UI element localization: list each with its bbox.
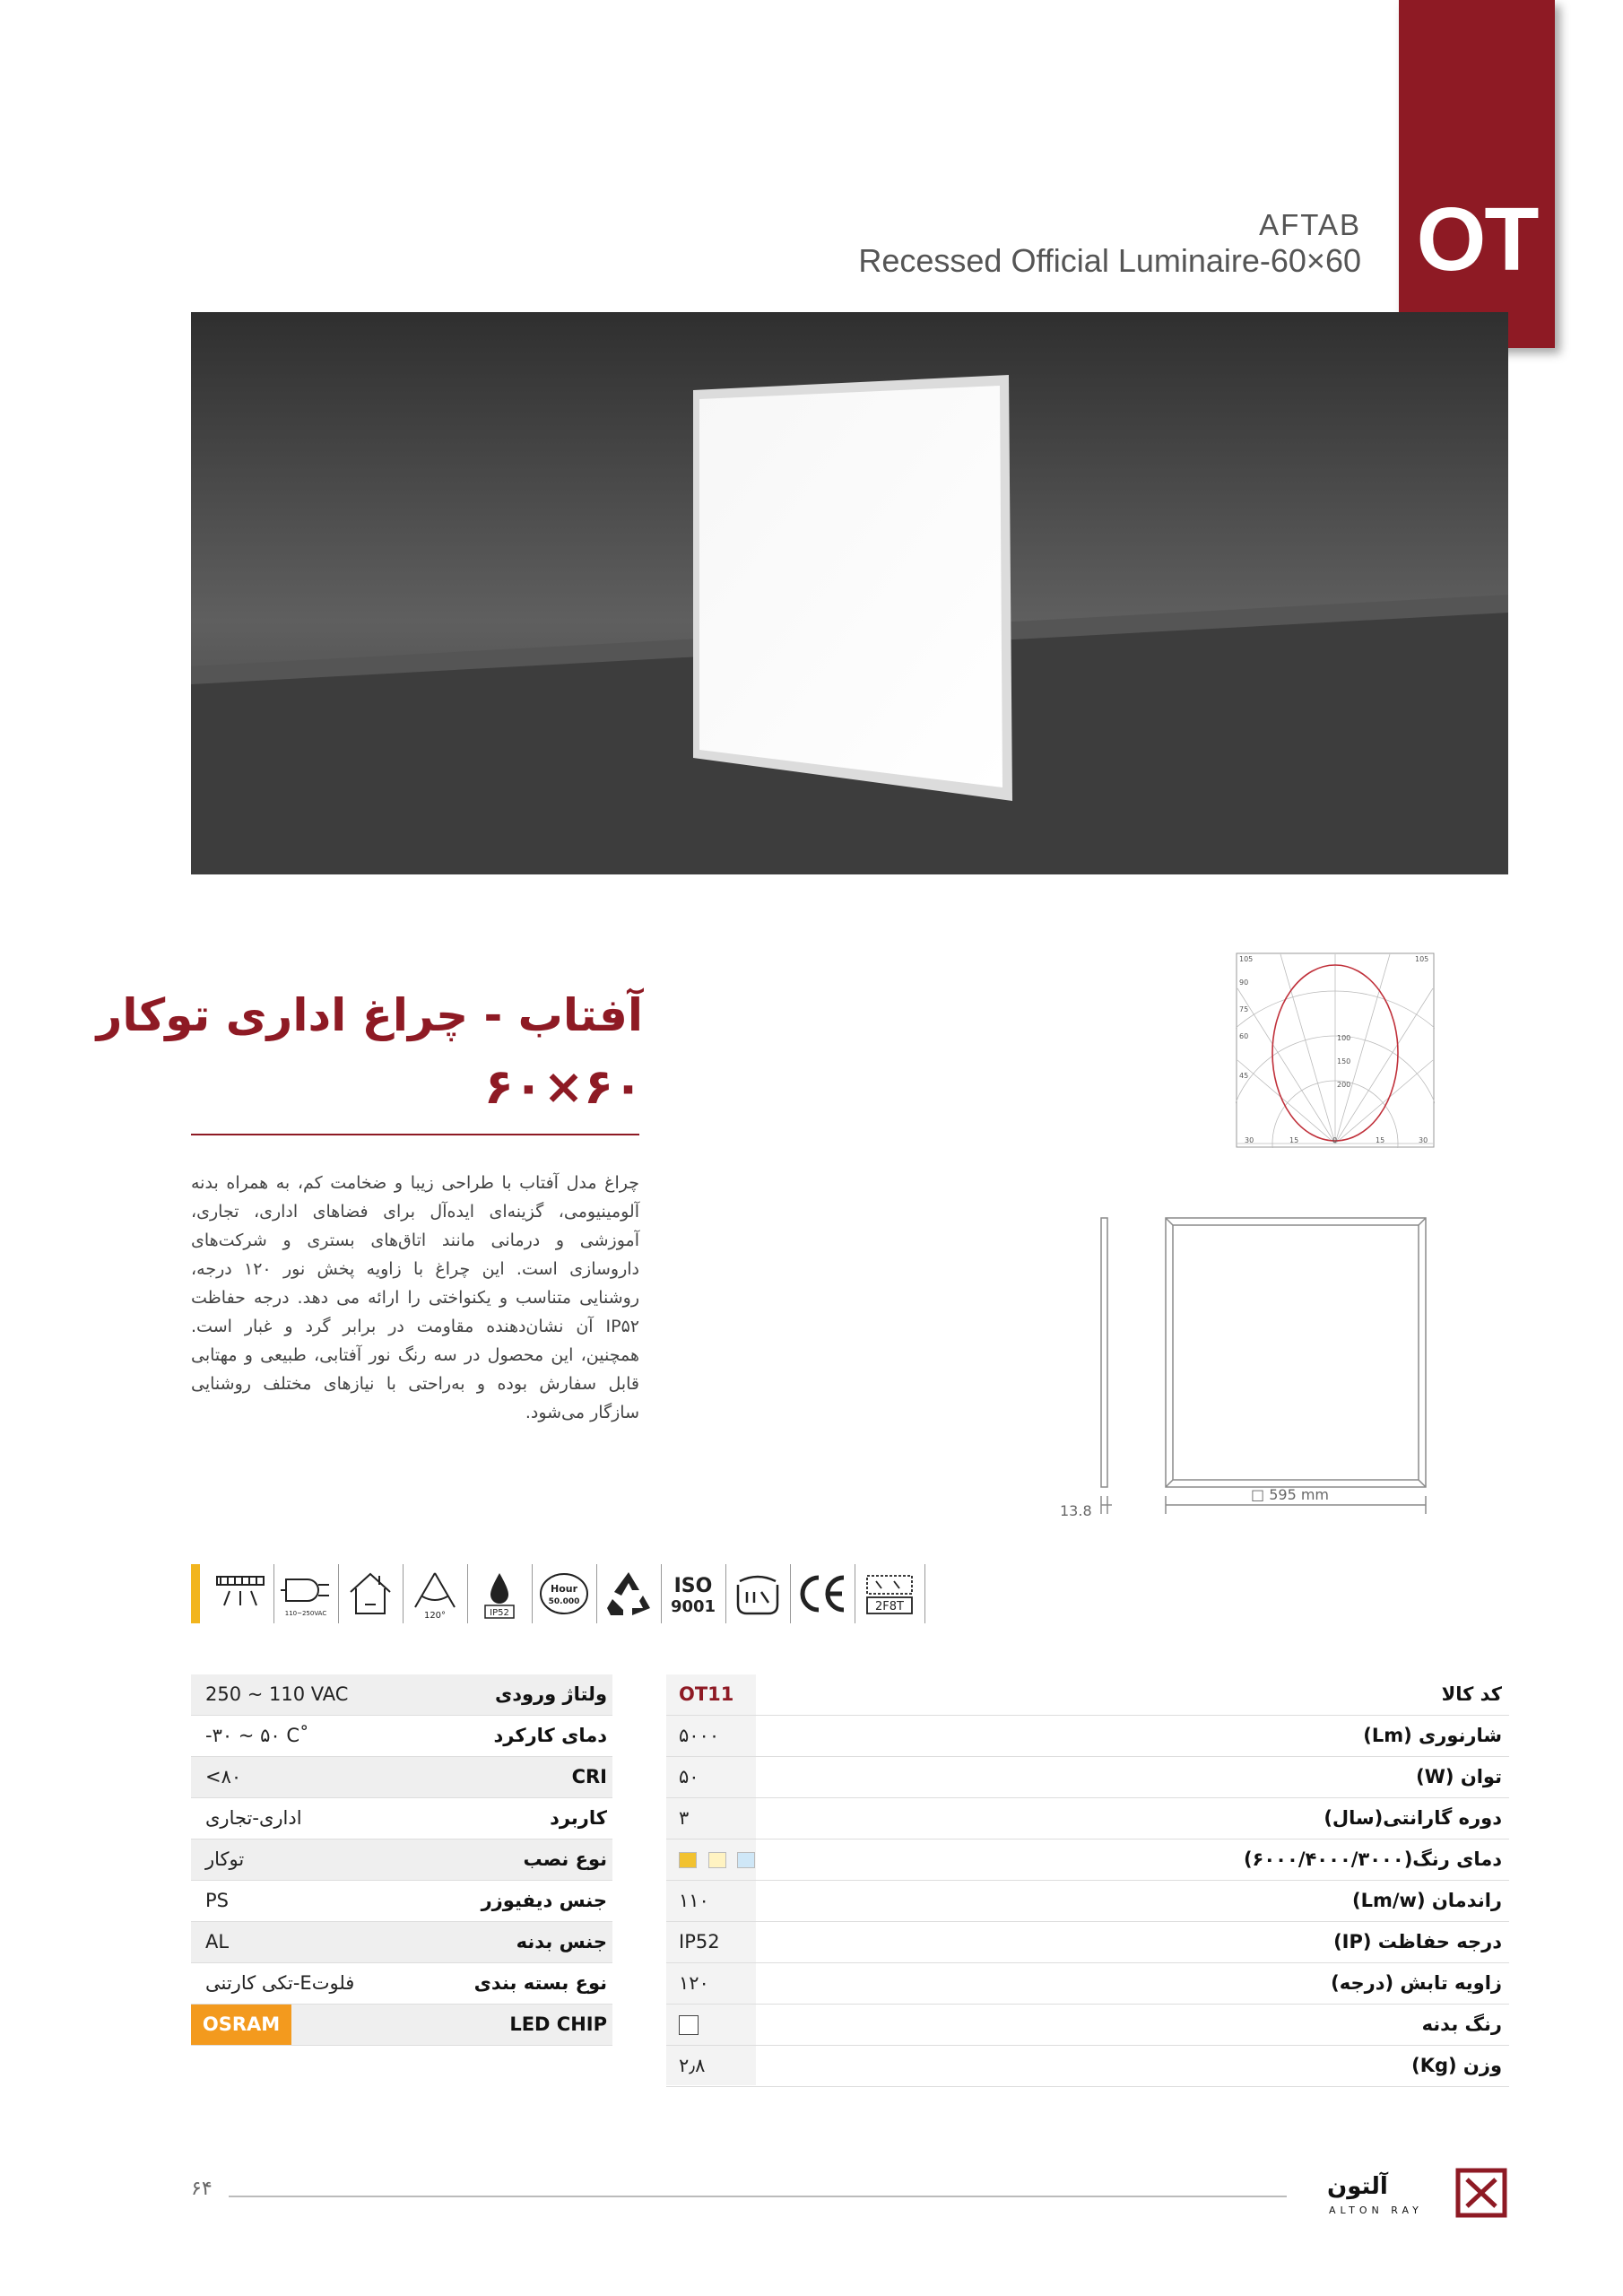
table-row	[666, 1674, 1509, 1716]
efficacy-value: ۱۱۰	[679, 1890, 709, 1911]
polar-tick-30-left: 30	[1245, 1136, 1254, 1144]
ip-rating-label: IP52	[490, 1608, 509, 1618]
svg-text:9001: 9001	[670, 1597, 716, 1616]
polar-tick-105-left: 105	[1239, 955, 1254, 963]
standard-mark-icon	[725, 1564, 789, 1623]
body-material-value: AL	[205, 1931, 230, 1952]
brand-name: AFTAB	[1259, 208, 1361, 241]
body-color-label: رنگ بدنه	[1421, 2013, 1502, 2035]
warm-swatch	[679, 1852, 697, 1868]
application-value: اداری-تجاری	[205, 1807, 302, 1829]
svg-text:50.000: 50.000	[548, 1597, 580, 1606]
input-voltage-value: 250 ~ 110 VAC	[205, 1683, 349, 1705]
input-voltage-label: ولتاژ ورودی	[494, 1683, 607, 1705]
table-row	[191, 1674, 612, 1716]
table-row	[191, 1839, 612, 1881]
table-row	[191, 1716, 612, 1757]
beam-angle-label: 120°	[423, 1611, 447, 1620]
table-row	[666, 2005, 1509, 2046]
luminous-flux-label: شارنوری (Lm)	[1363, 1725, 1502, 1746]
polar-tick-15-right: 15	[1376, 1136, 1385, 1144]
dimension-drawing	[1058, 1209, 1444, 1532]
table-row	[666, 1881, 1509, 1922]
voltage-plug-icon	[273, 1564, 337, 1623]
ip-label: درجه حفاظت (IP)	[1333, 1931, 1502, 1952]
driver-icon	[855, 1564, 924, 1623]
table-row	[191, 1963, 612, 2005]
product-description: چراغ مدل آفتاب با طراحی زیبا و ضخامت کم، به همراه بدنه آلومینیومی، گزینه‌ای ایده‌آل برای فضاهای اداری، تجاری، آموزشی و درمانی مانند اتاق‌های بستری و شرکت‌های داروسازی است. این چراغ با زاویه پخش نور ۱۲۰ درجه، روشنایی متناسب و یکنواختی را ارائه می دهد. درجه حفاظت IP۵۲ آن نشان‌دهنده مقاومت در برابر گرد و غبار است. همچنین، این محصول در سه رنگ نور آفتابی، طبیعی و مهتابی قابل سفارش بوده و به‌راحتی با نیازهای مختلف روشنایی سازگار می‌شود.	[191, 1173, 639, 1422]
polar-ring-200: 200	[1337, 1081, 1351, 1089]
title-line-2: ۶۰×۶۰	[483, 1058, 643, 1115]
table-row	[666, 1963, 1509, 2005]
icons-end-divider	[924, 1564, 925, 1623]
product-code: OT	[1416, 189, 1538, 290]
width-dimension: □ 595 mm	[1251, 1486, 1329, 1503]
polar-tick-105-right: 105	[1415, 955, 1429, 963]
icons-accent-bar	[191, 1564, 200, 1623]
operating-temp-label: دمای کارکرد	[493, 1725, 607, 1746]
logo-glyph: آلتون	[1327, 2173, 1388, 2200]
table-row	[191, 1881, 612, 1922]
polar-tick-15-left: 15	[1289, 1136, 1299, 1144]
footer-rule	[229, 2196, 1287, 2197]
polar-tick-0: 0	[1332, 1136, 1338, 1144]
spec-table-left	[191, 1674, 612, 2051]
feature-icons-row	[191, 1564, 953, 1623]
ip-rating-icon	[467, 1564, 531, 1623]
body-material-label: جنس بدنه	[516, 1931, 607, 1952]
product-code-tab	[1399, 0, 1555, 348]
warranty-label: دوره گارانتی(سال)	[1324, 1807, 1502, 1829]
polar-light-distribution-diagram	[1236, 952, 1435, 1148]
svg-text:Hour: Hour	[550, 1583, 578, 1595]
table-row	[191, 2005, 612, 2046]
alton-ray-logo	[1322, 2167, 1510, 2219]
ceiling-mount-icon	[209, 1564, 272, 1623]
iso-icon	[661, 1564, 725, 1623]
table-row	[191, 1922, 612, 1963]
cri-label: CRI	[571, 1766, 607, 1787]
warranty-value: ۳	[679, 1807, 690, 1829]
weight-label: وزن (Kg)	[1411, 2055, 1502, 2076]
polar-tick-90: 90	[1239, 978, 1249, 987]
title-line-1: آفتاب - چراغ اداری توکار	[96, 989, 643, 1041]
thickness-dimension: 13.8	[1060, 1502, 1092, 1519]
beam-angle-value: ۱۲۰	[679, 1972, 709, 1994]
packaging-value: تکی کارتنی-Eفلوت	[205, 1972, 355, 1994]
color-temp-label: دمای رنگ(۶۰۰۰/۴۰۰۰/۳۰۰۰)	[1243, 1848, 1502, 1870]
title-divider	[191, 1134, 639, 1135]
ce-mark-icon	[790, 1564, 854, 1623]
mounting-value: توکار	[205, 1848, 245, 1870]
table-row	[666, 1716, 1509, 1757]
cri-value: <۸۰	[205, 1766, 242, 1787]
table-row	[191, 1798, 612, 1839]
beam-angle-icon	[403, 1564, 466, 1623]
table-row	[666, 1839, 1509, 1881]
spec-table-right	[666, 1674, 1509, 2087]
application-label: کاربرد	[550, 1807, 607, 1829]
lifetime-hours-icon	[532, 1564, 595, 1623]
table-row	[666, 1798, 1509, 1839]
power-label: توان (W)	[1416, 1766, 1502, 1787]
polar-ring-100: 100	[1337, 1034, 1351, 1042]
packaging-label: نوع بسته بندی	[473, 1972, 607, 1994]
product-code-value: OT11	[679, 1683, 734, 1705]
product-code-label: کد کالا	[1441, 1683, 1502, 1705]
luminous-flux-value: ۵۰۰۰	[679, 1725, 720, 1746]
svg-text:ISO: ISO	[673, 1575, 713, 1597]
product-title	[97, 979, 643, 1123]
neutral-swatch	[708, 1852, 726, 1868]
recycle-icon	[596, 1564, 660, 1623]
table-row	[191, 1757, 612, 1798]
table-row	[666, 2046, 1509, 2087]
voltage-plug-label: 110~250VAC	[284, 1610, 327, 1617]
table-row	[666, 1922, 1509, 1963]
diffuser-label: جنس دیفیوزر	[481, 1890, 607, 1911]
logo-text: ALTON RAY	[1329, 2205, 1423, 2216]
body-color-swatch	[679, 2015, 699, 2035]
body-color-swatch-cell	[679, 2005, 699, 2045]
operating-temp-value: -۳۰ ~ ۵۰ C˚	[205, 1725, 309, 1746]
product-subtitle: Recessed Official Luminaire-60×60	[858, 242, 1361, 279]
polar-tick-45: 45	[1239, 1072, 1249, 1080]
cool-swatch	[737, 1852, 755, 1868]
driver-label: 2F8T	[875, 1600, 904, 1613]
weight-value: ۲٫۸	[679, 2055, 706, 2076]
mounting-label: نوع نصب	[523, 1848, 607, 1870]
diffuser-value: PS	[205, 1890, 229, 1911]
page-number: ۶۴	[191, 2178, 213, 2200]
efficacy-label: راندمان (Lm/w)	[1352, 1890, 1502, 1911]
ip-value: IP52	[679, 1931, 720, 1952]
polar-tick-60: 60	[1239, 1032, 1249, 1040]
polar-tick-30-right: 30	[1419, 1136, 1428, 1144]
color-temp-swatches	[679, 1839, 755, 1880]
product-photo	[191, 312, 1508, 874]
polar-tick-75: 75	[1239, 1005, 1249, 1013]
beam-angle-label: زاویه تابش (درجه)	[1331, 1972, 1502, 1994]
power-value: ۵۰	[679, 1766, 699, 1787]
polar-ring-150: 150	[1337, 1057, 1351, 1065]
table-row	[666, 1757, 1509, 1798]
led-chip-value: OSRAM	[191, 2005, 291, 2045]
indoor-home-icon	[338, 1564, 402, 1623]
led-chip-label: LED CHIP	[509, 2013, 607, 2035]
